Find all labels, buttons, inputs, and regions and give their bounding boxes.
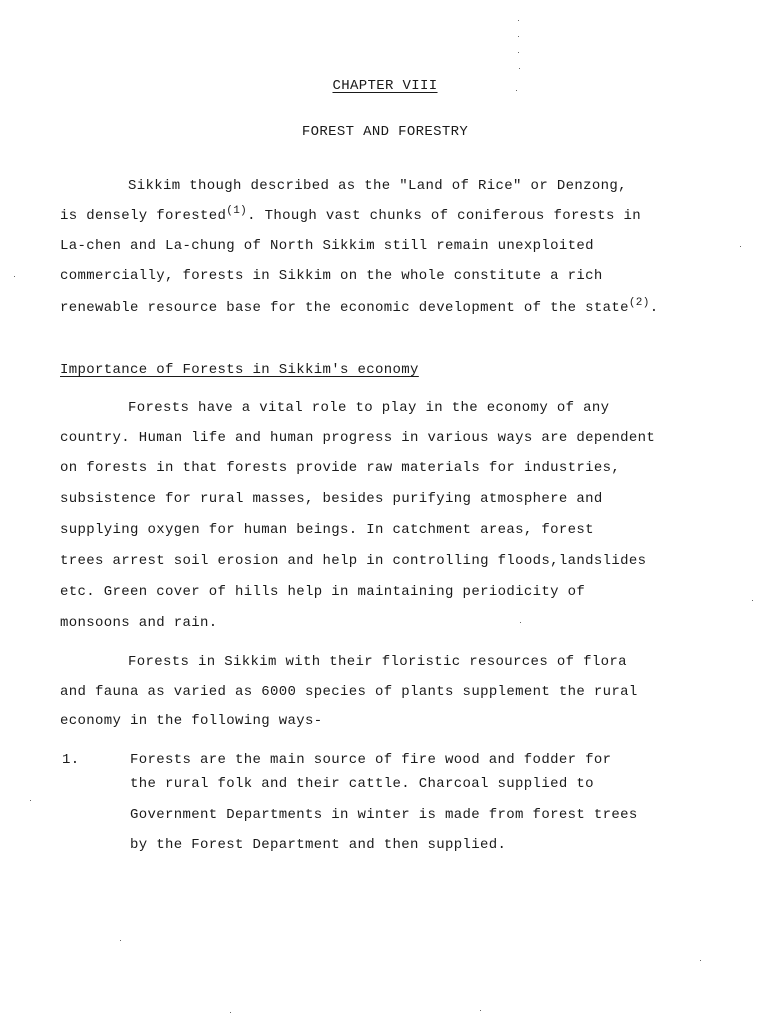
intro-line-2-end: . Though vast chunks of coniferous forests in [247, 208, 641, 224]
para1-line-3: on forests in that forests provide raw materials for industries, [60, 460, 621, 476]
intro-line-5 [60, 297, 659, 316]
list-item-number: 1. [62, 752, 80, 768]
footnote-ref-1: (1) [226, 205, 248, 217]
scan-speck [700, 960, 701, 961]
intro-line-3: La-chen and La-chung of North Sikkim still remain unexploited [60, 238, 594, 254]
scan-speck [520, 622, 521, 623]
list-item-line-3: Government Departments in winter is made from forest trees [130, 807, 638, 823]
scan-speck [518, 36, 519, 37]
para1-line-4: subsistence for rural masses, besides purifying atmosphere and [60, 491, 603, 507]
para1-line-5: supplying oxygen for human beings. In catchment areas, forest [60, 522, 594, 538]
intro-line-5-text: renewable resource base for the economic development of the state [60, 300, 629, 316]
para1-line-1: Forests have a vital role to play in the economy of any [128, 400, 610, 416]
intro-line-2 [60, 205, 641, 224]
scan-speck [519, 68, 520, 69]
chapter-number: CHAPTER VIII [332, 78, 438, 94]
intro-line-1: Sikkim though described as the "Land of Rice" or Denzong, [128, 178, 627, 194]
scan-speck [518, 20, 519, 21]
scan-speck [518, 52, 519, 53]
chapter-title: FOREST AND FORESTRY [301, 124, 469, 140]
footnote-ref-2: (2) [628, 297, 650, 309]
list-item-line-4: by the Forest Department and then supplied. [130, 837, 507, 853]
scan-speck [740, 246, 741, 247]
intro-line-2-start: is densely forested [60, 208, 227, 224]
scan-speck [120, 940, 121, 941]
list-item-line-2: the rural folk and their cattle. Charcoal supplied to [130, 776, 594, 792]
para2-line-1: Forests in Sikkim with their floristic resources of flora [128, 654, 627, 670]
scan-speck [14, 276, 15, 277]
scan-speck [480, 1010, 481, 1011]
scan-speck [752, 600, 753, 601]
scan-speck [230, 1012, 231, 1013]
para1-line-2: country. Human life and human progress in various ways are dependent [60, 430, 656, 446]
list-item-line-1: Forests are the main source of fire wood and fodder for [130, 752, 612, 768]
intro-line-5-end: . [649, 300, 659, 316]
para1-line-6: trees arrest soil erosion and help in controlling floods,landslides [60, 553, 647, 569]
intro-line-4: commercially, forests in Sikkim on the whole constitute a rich [60, 268, 603, 284]
scan-speck [30, 800, 31, 801]
scan-speck [516, 90, 517, 91]
section-heading: Importance of Forests in Sikkim's economy [60, 362, 419, 378]
para2-line-3: economy in the following ways- [60, 713, 323, 729]
para2-line-2: and fauna as varied as 6000 species of plants supplement the rural [60, 684, 638, 700]
para1-line-8: monsoons and rain. [60, 615, 218, 631]
para1-line-7: etc. Green cover of hills help in maintaining periodicity of [60, 584, 586, 600]
